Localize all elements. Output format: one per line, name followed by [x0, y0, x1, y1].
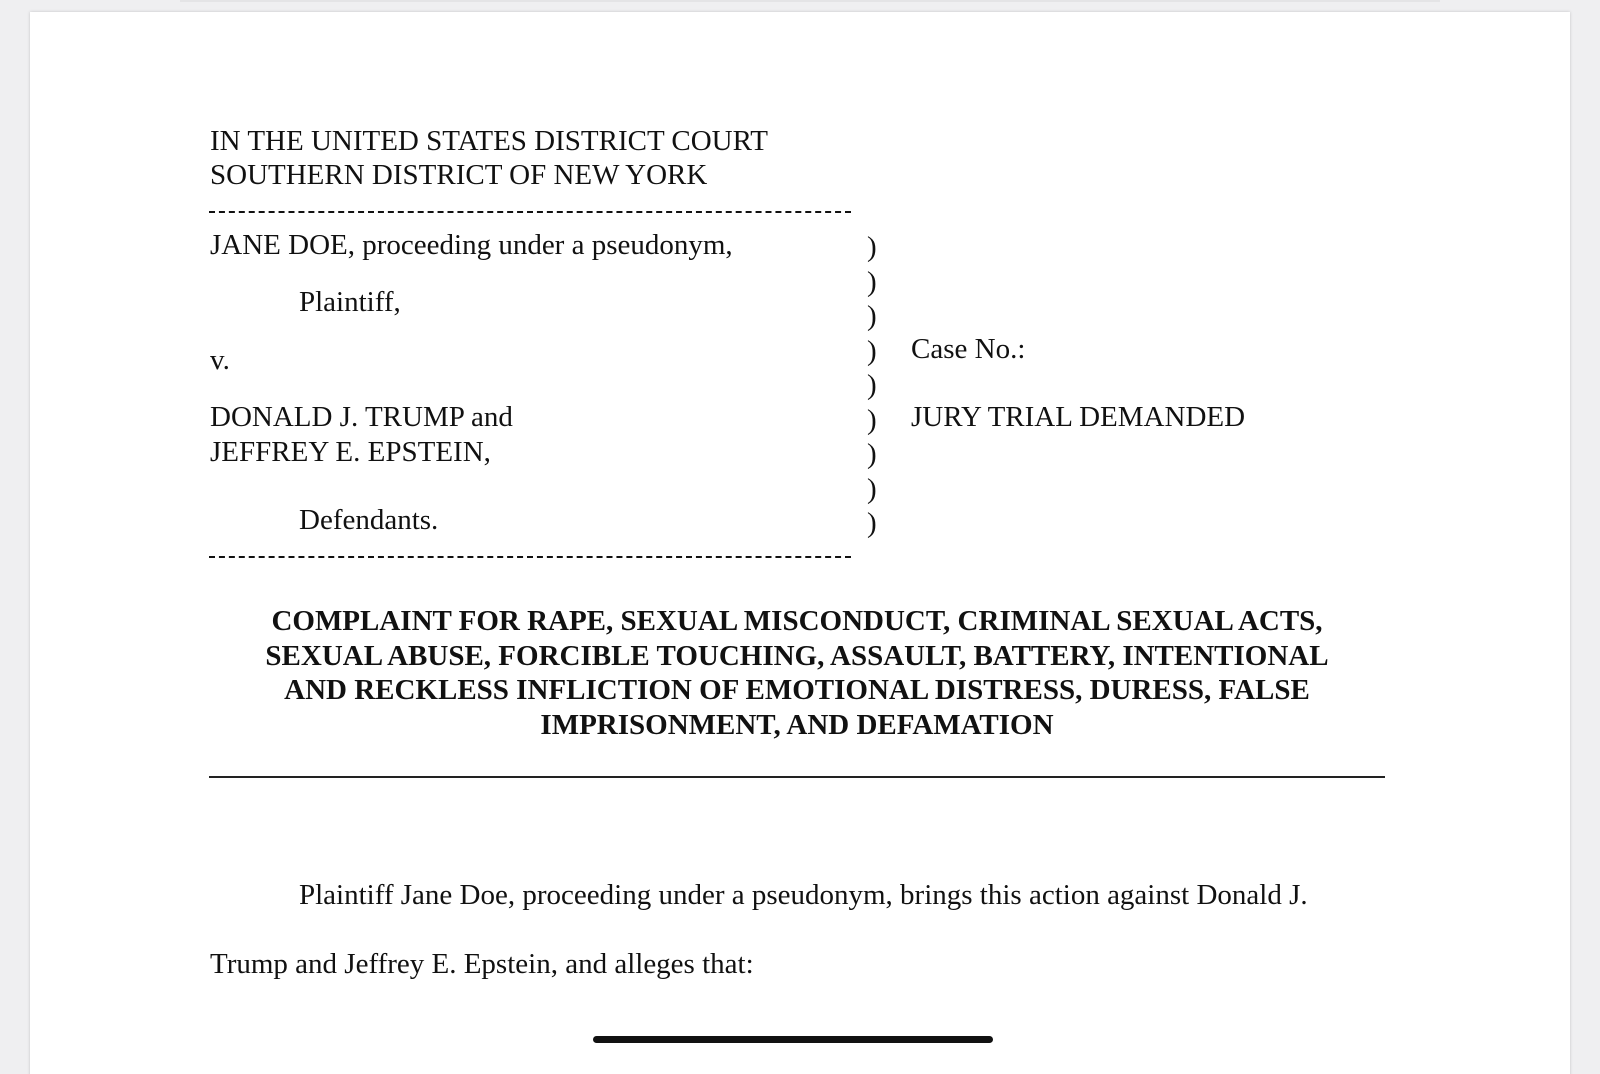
defendant-role: Defendants.	[299, 504, 439, 536]
document-page[interactable]	[30, 12, 1570, 1074]
defendant-name-2: JEFFREY E. EPSTEIN,	[210, 436, 491, 468]
caption-bottom-dashed-line	[209, 556, 851, 558]
caption-top-dashed-line	[209, 211, 851, 213]
caption-paren: )	[867, 334, 877, 367]
caption-paren-column	[867, 230, 877, 541]
previous-page-edge	[180, 0, 1440, 2]
title-underline	[209, 776, 1385, 778]
caption-paren: )	[867, 403, 877, 436]
versus: v.	[210, 344, 230, 376]
jury-demand: JURY TRIAL DEMANDED	[911, 401, 1246, 433]
complaint-title-line: COMPLAINT FOR RAPE, SEXUAL MISCONDUCT, CRIMINAL SEXUAL ACTS,	[271, 605, 1323, 637]
home-indicator-bar[interactable]	[593, 1036, 993, 1043]
caption-paren: )	[867, 231, 877, 263]
defendant-name-1: DONALD J. TRUMP and	[210, 401, 513, 433]
body-paragraph-line-1: Plaintiff Jane Doe, proceeding under a pseudonym, brings this action against Donald J.	[299, 879, 1308, 911]
complaint-title	[210, 604, 1384, 742]
caption-paren: )	[867, 265, 877, 298]
plaintiff-role: Plaintiff,	[299, 286, 401, 318]
complaint-title-line: IMPRISONMENT, AND DEFAMATION	[540, 708, 1054, 741]
caption-paren: )	[867, 472, 877, 505]
body-paragraph-line-2: Trump and Jeffrey E. Epstein, and alleges that:	[210, 948, 754, 980]
complaint-title-line: SEXUAL ABUSE, FORCIBLE TOUCHING, ASSAULT, BATTERY, INTENTIONAL	[265, 639, 1329, 672]
plaintiff-name: JANE DOE, proceeding under a pseudonym,	[210, 229, 733, 261]
complaint-title-line: AND RECKLESS INFLICTION OF EMOTIONAL DISTRESS, DURESS, FALSE	[284, 674, 1310, 706]
caption-paren: )	[867, 369, 877, 401]
court-name-line-2: SOUTHERN DISTRICT OF NEW YORK	[210, 159, 708, 191]
caption-paren: )	[867, 300, 877, 332]
caption-paren: )	[867, 438, 877, 470]
court-name-line-1: IN THE UNITED STATES DISTRICT COURT	[210, 125, 768, 157]
caption-paren: )	[867, 507, 877, 539]
case-number-label: Case No.:	[911, 333, 1026, 365]
